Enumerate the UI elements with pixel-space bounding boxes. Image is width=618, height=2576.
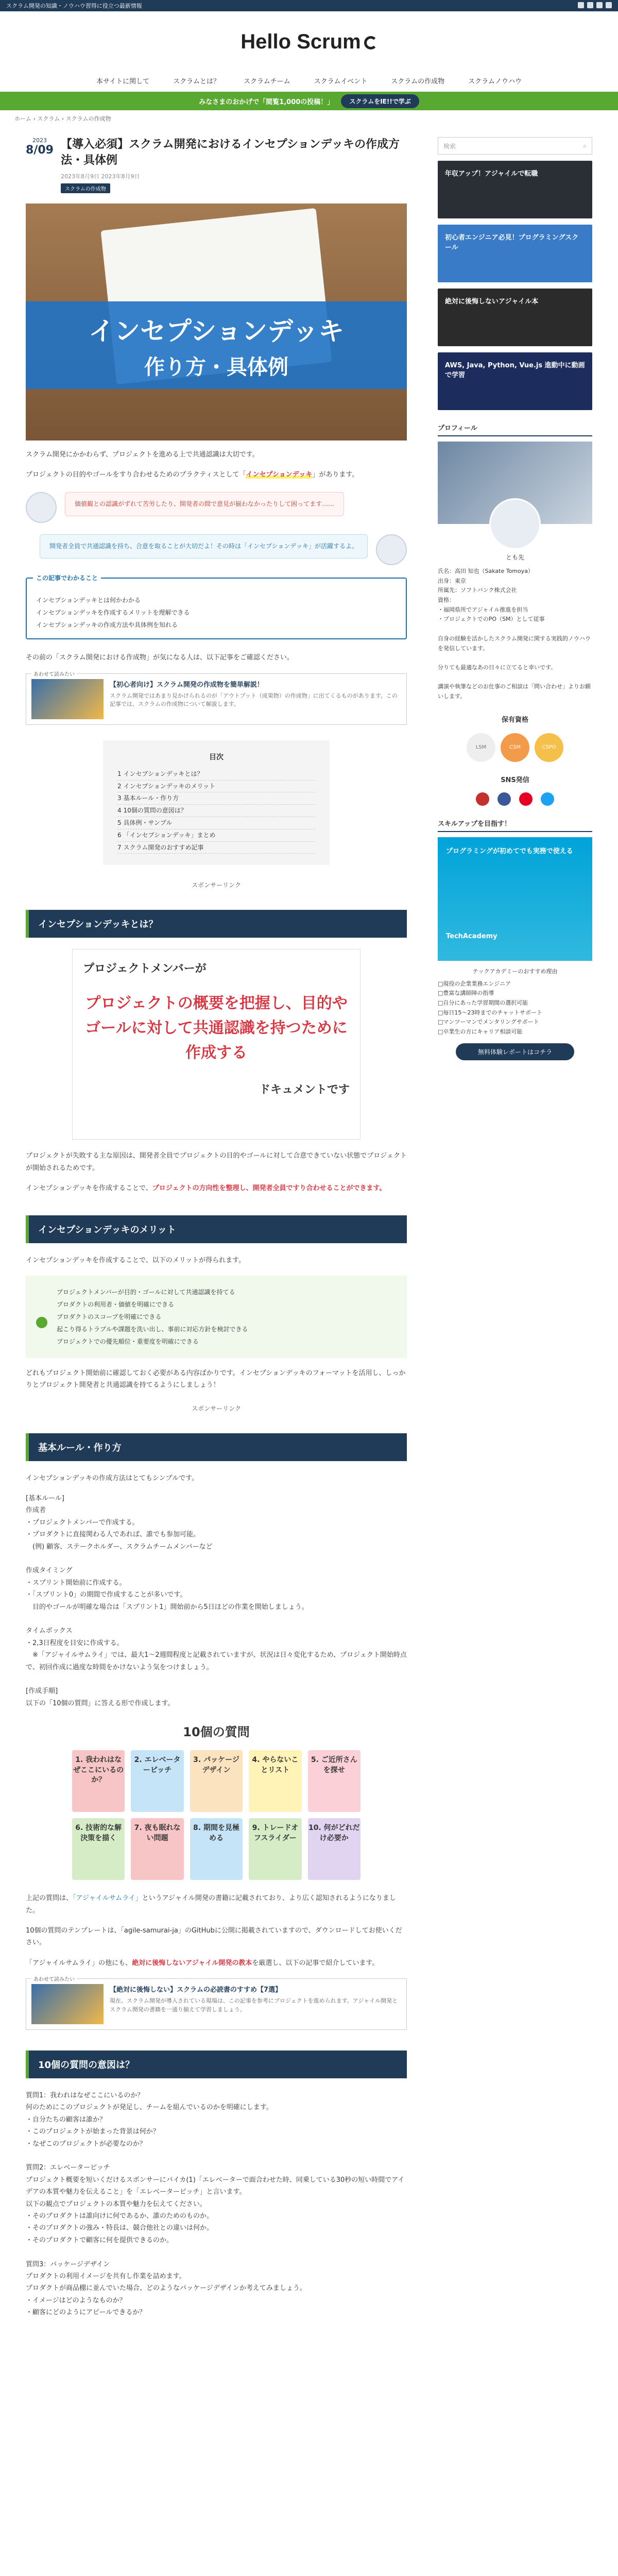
top-bar-text: スクラム開発の知識・ノウハウ習得に役立つ最新情報: [6, 3, 142, 9]
toc-item[interactable]: 3 基本ルール・作り方: [117, 792, 315, 805]
nav-item-artifacts[interactable]: スクラムの作成物: [391, 77, 445, 86]
paragraph: 10個の質問のテンプレートは、「agile-samurai-ja」のGitHubに公開に掲載されていますので、ダウンロードしてお使いください。: [26, 1926, 402, 1947]
facebook-icon[interactable]: [587, 2, 593, 8]
toc-title: 目次: [209, 753, 224, 761]
nav-item-events[interactable]: スクラムイベント: [314, 77, 368, 86]
book-link[interactable]: 「アジャイルサムライ」: [73, 1894, 142, 1903]
top-bar: [0, 0, 618, 11]
toc-item[interactable]: 7 スクラム開発のおすすめ記事: [117, 842, 315, 854]
paragraph: インセプションデッキの作成方法はとてもシンプルです。: [26, 1474, 199, 1482]
search-icon[interactable]: [606, 2, 612, 8]
point-box: この記事でわかること インセプションデッキとは何かわかる インセプションデッキを作成するメリットを理解できる インセプションデッキの作成方法や具体例を知れる: [26, 578, 407, 639]
top-bar-sns-icons[interactable]: [575, 2, 612, 10]
site-logo[interactable]: Hello Scrum: [241, 30, 377, 54]
speech-bubble-right: 開発者全員で共通認識を持ち、合意を取ることが大切だよ！その時は「インセプションデッキ」が活躍するよ。: [26, 534, 407, 565]
question-card: 10. 何がどれだけ必要か: [308, 1818, 360, 1880]
techacademy-banner[interactable]: プログラミングが初めてでも実務で使える TechAcademy: [438, 837, 592, 961]
list-item: インセプションデッキとは何かわかる: [36, 597, 141, 604]
list-item: □マンツーマンでメンタリングサポート: [438, 1019, 539, 1026]
search-icon[interactable]: ⌕: [583, 142, 587, 149]
question-card: 9. トレードオフスライダー: [249, 1818, 301, 1880]
nav-item-about[interactable]: 本サイトに関して: [96, 77, 150, 86]
list-title: テックアカデミーのおすすめ理由: [472, 968, 558, 975]
card-thumbnail: [31, 679, 104, 719]
list-item: □毎日15〜23時までのチャットサポート: [438, 1009, 543, 1016]
profile-text: 氏名：高田 知也（Sakate Tomoya） 出身：東京 所属先：ソフトバンク株式会社 資格： ・福岡県所でアジャイル推進を担当 ・プロジェクトでのPO（SM）として従事 自身の経験を活かしたスクラム開発に関する実践的ノウハウを発信しています。 分りても最適なあの日々に立てると幸いです。 講演や執筆などのお仕事のご相談は「問い合わせ」よりお願いします。: [438, 568, 591, 700]
free-trial-button[interactable]: 無料体験レポートはコチラ: [456, 1043, 574, 1060]
table-of-contents: [103, 740, 330, 866]
toc-item[interactable]: 1 インセプションデッキとは？: [117, 768, 315, 781]
list-item: □卒業生の方にキャリア相談可能: [438, 1028, 523, 1036]
ad-banner[interactable]: 絶対に後悔しないアジャイル本: [438, 289, 592, 346]
list-item: プロダクトの利用者・価値を明確にできる: [57, 1300, 175, 1308]
paragraph: インセプションデッキを作成することで、プロジェクトの方向性を整理し、開発者全員ですり合わせることができます。: [26, 1184, 386, 1193]
category-badge[interactable]: スクラムの作成物: [61, 183, 110, 193]
list-item: 起こり得るトラブルや課題を洗い出し、事前に対応方針を検討できる: [57, 1325, 248, 1333]
avatar: [376, 534, 407, 565]
post-date: 2023 8/09: [26, 137, 54, 157]
ad-banner[interactable]: AWS, Java, Python, Vue.js 進動中に動画で学習: [438, 352, 592, 410]
list-item: □自分にあった学習期間の選択可能: [438, 999, 528, 1006]
pinterest-icon[interactable]: [519, 792, 533, 806]
section-heading: インセプションデッキのメリット: [26, 1215, 407, 1243]
question-card: 8. 期間を見極める: [190, 1818, 243, 1880]
cert-badge: LSM: [467, 733, 495, 762]
merit-box: [26, 1276, 407, 1358]
logo-mark-icon: [364, 36, 377, 49]
notice-button[interactable]: スクラムをIE!!で学ぶ: [341, 94, 419, 108]
paragraph: どれもプロジェクト開始前に確認しておく必要がある内容ばかりです。インセプションデッキのフォーマットを活用し、しっかりとプロジェクト開発者と共通認識を持てるようにしましょう！: [26, 1369, 406, 1389]
sponsor-label: スポンサーリンク: [192, 882, 241, 889]
cert-badge: CSM: [501, 733, 529, 762]
paragraph: その前の「スクラム開発における作成物」が気になる人は、以下記事をご確認ください。: [26, 654, 294, 662]
list-item: インセプションデッキの作成方法や具体例を知れる: [36, 621, 178, 629]
avatar: [489, 498, 541, 550]
intro-paragraph-2: プロジェクトの目的やゴールをすり合わせるためのプラクティスとして「インセプションデッキ」があります。: [26, 470, 359, 479]
question-card: 1. 我われはなぜここにいるのか？: [72, 1750, 125, 1812]
paragraph: インセプションデッキを作成することで、以下のメリットが得られます。: [26, 1256, 246, 1264]
thumbs-up-icon: [36, 1317, 47, 1328]
list-item: □豊富な講師陣の指導: [438, 990, 494, 997]
section-heading: インセプションデッキとは？: [26, 910, 407, 938]
article: [26, 137, 407, 2327]
search-input[interactable]: 検索 ⌕: [438, 137, 592, 155]
nav-item-team[interactable]: スクラムチーム: [243, 77, 290, 86]
nav-item-scrum[interactable]: スクラムとは？: [173, 77, 220, 86]
paragraph: プロジェクトが失敗する主な原因は、開発者全員でプロジェクトの目的やゴールに対して合意できていない状態でプロジェクトが開始されるためです。: [26, 1152, 407, 1172]
facebook-icon[interactable]: [497, 792, 511, 806]
question-card: 7. 夜も眠れない問題: [131, 1818, 183, 1880]
question-card: 2. エレベーターピッチ: [131, 1750, 183, 1812]
twitter-icon[interactable]: [541, 792, 554, 806]
list-item: インセプションデッキを作成するメリットを理解できる: [36, 609, 190, 617]
youtube-icon[interactable]: [476, 792, 489, 806]
question-card: 6. 技術的な解決策を描く: [72, 1818, 125, 1880]
ad-banner[interactable]: 年収アップ！アジャイルで転職: [438, 161, 592, 218]
definition-image: プロジェクトメンバーが プロジェクトの概要を把握し、目的やゴールに対して共通認識を持つために作成する ドキュメントです: [72, 949, 360, 1140]
speech-bubble-left: 価値観との認識がずれて苦労したり、開発者の間で意見が揃わなかったりして困ってます……: [26, 492, 407, 523]
profile-name: とも先: [505, 554, 524, 561]
site-header: [0, 11, 618, 72]
question-card: 4. やらないことリスト: [249, 1750, 301, 1812]
global-nav: [0, 72, 618, 89]
related-article-card[interactable]: あわせて読みたい 【初心者向け】スクラム開発の作成物を簡単解説！ スクラム開発ではあまり見かけられるのが「アウトプット（成果物）の作成物」に出てくるものがあります。この記事では、スクラムの作成物について解説します。: [26, 673, 407, 725]
toc-item[interactable]: 2 インセプションデッキのメリット: [117, 781, 315, 793]
breadcrumb[interactable]: ホーム › スクラム › スクラムの作成物: [14, 115, 111, 122]
skill-heading: スキルアップを目指す！: [438, 818, 592, 832]
cert-heading: 保有資格: [501, 716, 528, 724]
page-title: 【導入必須】スクラム開発におけるインセプションデッキの作成方法・具体例: [60, 138, 400, 167]
post-meta: 2023年8月9日 2023年8月9日: [60, 173, 140, 180]
notice-bar: [0, 92, 618, 110]
profile-heading: プロフィール: [438, 422, 592, 436]
question-card: 3. パッケージデザイン: [190, 1750, 243, 1812]
section-heading: 10個の質問の意図は？: [26, 2050, 407, 2078]
card-thumbnail: [31, 1984, 104, 2024]
eyecatch-image: インセプションデッキ 作り方・具体例: [26, 204, 407, 440]
toc-item[interactable]: 6 「インセプションデッキ」まとめ: [117, 829, 315, 842]
toc-item[interactable]: 4 10個の質問の意図は？: [117, 805, 315, 817]
list-item: プロダクトのスコープを明確にできる: [57, 1313, 162, 1320]
question-card: 5. ご近所さんを探せ: [308, 1750, 360, 1812]
section-heading: 基本ルール・作り方: [26, 1433, 407, 1461]
sponsor-label: スポンサーリンク: [192, 1404, 241, 1412]
twitter-icon[interactable]: [578, 2, 584, 8]
paragraph: 「アジャイルサムライ」の他にも、絶対に後悔しないアジャイル開発の教本を厳選し、以下の記事で紹介しています。: [26, 1959, 379, 1967]
notice-text: みなさまのおかげで「閲覧1,000の投稿！」: [199, 98, 334, 106]
ten-questions-image: 10個の質問 1. 我われはなぜここにいるのか？ 2. エレベーターピッチ 3. パッケージデザイン 4. やらないことリスト 5. ご近所さんを探せ 6. 技術的な解決策を描く 7. 夜も眠れない問題 8. 期間を見極める 9. トレードオフスライダー 10. 何がどれだけ必要か: [72, 1722, 360, 1880]
list-item: プロジェクトメンバーが目的・ゴールに対して共通認識を持てる: [57, 1288, 235, 1296]
intro-paragraph: スクラム開発にかかわらず、プロジェクトを進める上で共通認識は大切です。: [26, 450, 259, 459]
toc-item[interactable]: 5 具体例・サンプル: [117, 817, 315, 829]
avatar: [26, 492, 57, 523]
ad-banner[interactable]: 初心者エンジニア必見！プログラミングスクール: [438, 225, 592, 282]
sns-heading: SNS発信: [501, 776, 529, 784]
related-article-card[interactable]: あわせて読みたい 【絶対に後悔しない】スクラムの必読書のすすめ【7選】 現在、スクラム開発が導入されている現場は、この記事を参考にプロジェクトを進められます。アジャイル開発とスクラム開発の書籍を一通り揃えて学習しましょう。: [26, 1978, 407, 2030]
paragraph: 上記の質問は、「アジャイルサムライ」というアジャイル開発の書籍に記載されており、より広く認知されるようになりました。: [26, 1894, 396, 1914]
cert-badge: CSPO: [535, 733, 563, 762]
list-item: プロジェクトでの優先順位・重要度を明確にできる: [57, 1337, 199, 1345]
list-item: □現役の企業業務エンジニア: [438, 980, 511, 987]
sidebar: [438, 137, 592, 2327]
rss-icon[interactable]: [596, 2, 603, 8]
nav-item-knowhow[interactable]: スクラムノウハウ: [468, 77, 522, 86]
rules-text: [基本ルール] 作成者 ・プロジェクトメンバーで作成する。 ・プロダクトに直接関わる人であれば、誰でも参加可能。 (例) 顧客、ステークホルダー、スクラムチームメンバーなど 作成タイミング ・スプリント開始前に作成する。 ・「スプリント0」の期間で作成することが多いです。 目的やゴールが明確な場合は「スプリント1」開始前から5日ほどの作業を開始しましょう。 タイムボックス ・2,3日程度を目安に作成する。 ※「アジャイルサムライ」では、最大1〜2週間程度と記載されていますが、状況は日々変化するため、プロジェクト開始時点で、初回作成に過度な時間をかけないよう気をつけましょう。 [作成手順] 以下の「10個の質問」に答える形で作成します。: [26, 1495, 407, 1707]
question-detail: 質問1：我われはなぜここにいるのか？ 何のためにこのプロジェクトが発足し、チームを組んでいるのかを明確にします。 ・自分たちの顧客は誰か？ ・このプロジェクトが始まった背景は何か？ ・なぜこのプロジェクトが必要なのか？ 質問2：エレベーターピッチ プロジェクト概要を短いくだけるスポンサーにバイカ(1)「エレベーターで面合わせた時、同乗している30秒の短い時間でアイデアの本質や魅力を伝えること」を「エレベーターピッチ」と言います。 以下の観点でプロジェクトの本質や魅力を伝えてください。 ・そのプロダクトは誰向けに何であるか、誰のためのものか。 ・そのプロダクトの強み・特長は、競合他社との違いは何か。 ・そのプロダクトで顧客に何を提供できるのか。 質問3：パッケージデザイン プロダクトの利用イメージを共有し作業を詰めます。 プロダクトが商品棚に並んでいた場合、どのようなパッケージデザインか考えてみましょう。 ・イメージはどのようなものか？ ・顧客にどのようにアピールできるか？: [26, 2092, 405, 2317]
